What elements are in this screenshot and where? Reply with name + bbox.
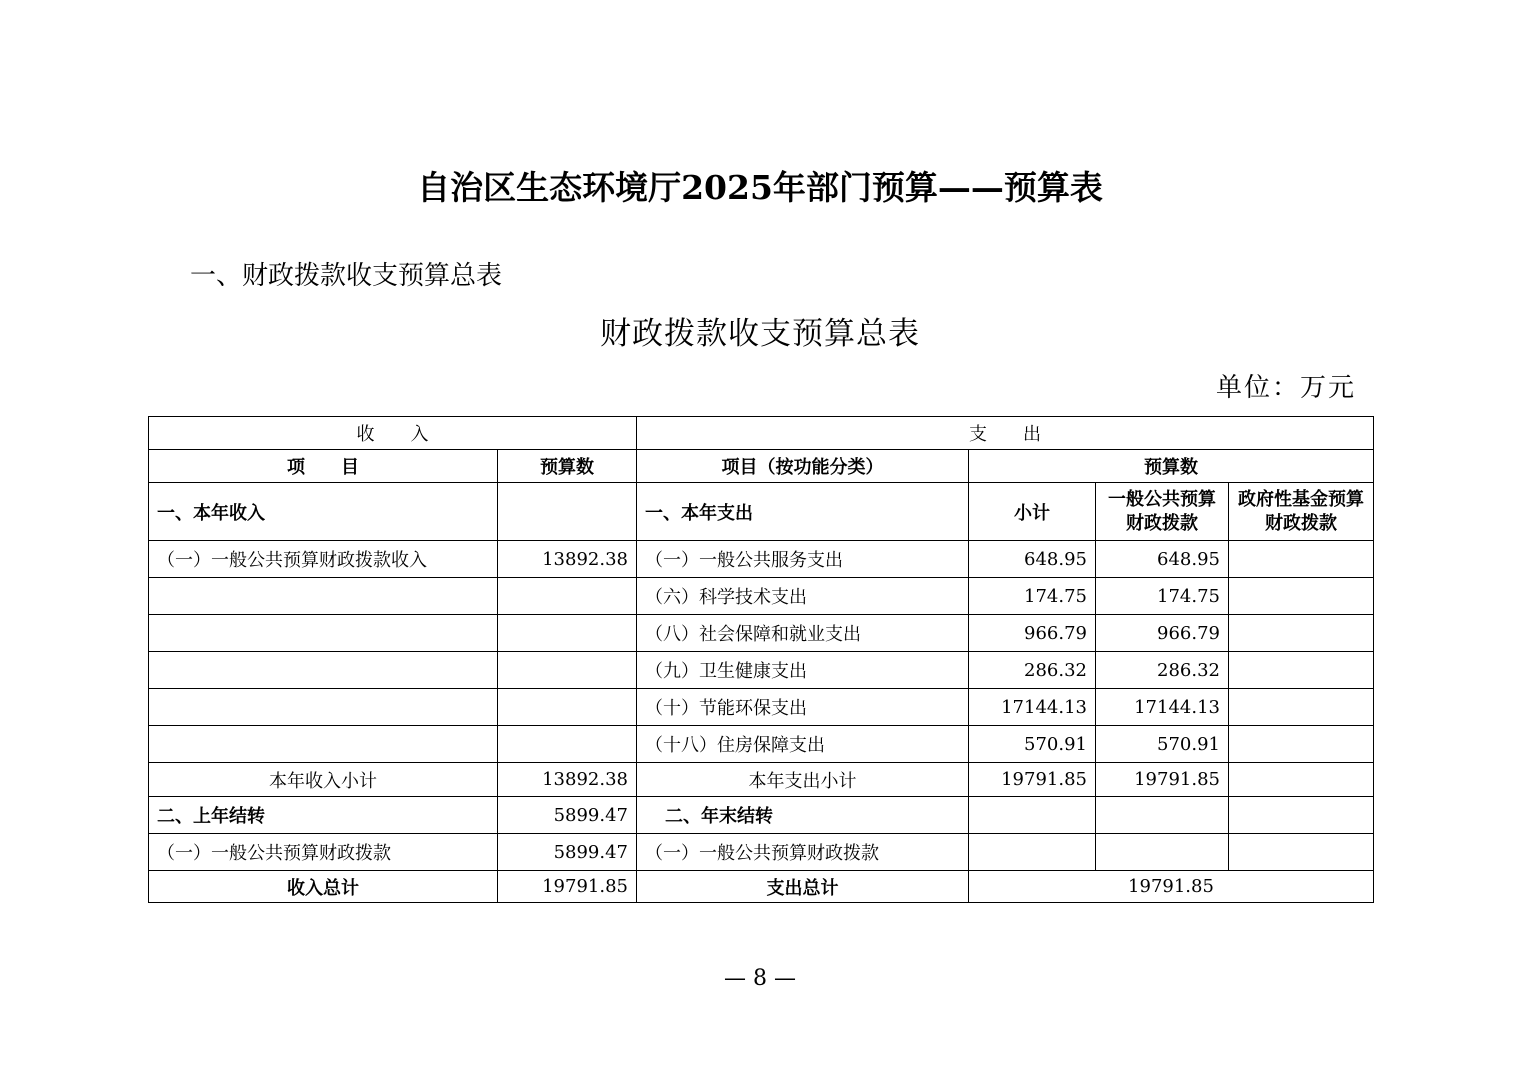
subtotal-cell: 174.75 bbox=[969, 578, 1096, 615]
income-item-cell bbox=[149, 689, 498, 726]
income-item-cell: （一）一般公共预算财政拨款收入 bbox=[149, 541, 498, 578]
header-gov-fund-budget: 政府性基金预算财政拨款 bbox=[1229, 483, 1374, 541]
gov-fund-cell bbox=[1229, 615, 1374, 652]
income-subtotal-label: 本年收入小计 bbox=[149, 763, 498, 797]
header-income: 收 入 bbox=[149, 417, 637, 450]
income-total-label: 收入总计 bbox=[149, 871, 498, 903]
income-item-cell: （一）一般公共预算财政拨款 bbox=[149, 834, 498, 871]
document-title: 自治区生态环境厅2025年部门预算——预算表 bbox=[417, 168, 1103, 207]
subtotal-cell: 648.95 bbox=[969, 541, 1096, 578]
table-row bbox=[149, 615, 1374, 652]
section-heading: 一、财政拨款收支预算总表 bbox=[190, 261, 503, 291]
table-row bbox=[149, 483, 1374, 541]
general-budget-cell: 648.95 bbox=[1096, 541, 1229, 578]
general-budget-cell bbox=[1096, 797, 1229, 834]
table-row bbox=[149, 834, 1374, 871]
general-budget-cell: 17144.13 bbox=[1096, 689, 1229, 726]
subtotal-cell bbox=[969, 834, 1096, 871]
income-item-cell bbox=[149, 578, 498, 615]
income-total-value: 19791.85 bbox=[498, 871, 637, 903]
subtotal-cell: 19791.85 bbox=[969, 763, 1096, 797]
expense-total-label: 支出总计 bbox=[637, 871, 969, 903]
expense-item-cell: （八）社会保障和就业支出 bbox=[637, 615, 969, 652]
table-header-row-2 bbox=[149, 450, 1374, 483]
table-row bbox=[149, 578, 1374, 615]
income-value-cell bbox=[498, 615, 637, 652]
table-header-row-1 bbox=[149, 417, 1374, 450]
table-row-subtotal bbox=[149, 763, 1374, 797]
table-row bbox=[149, 652, 1374, 689]
gov-fund-cell bbox=[1229, 689, 1374, 726]
expense-item-cell: （一）一般公共服务支出 bbox=[637, 541, 969, 578]
income-item-cell: 二、上年结转 bbox=[149, 797, 498, 834]
header-expense: 支 出 bbox=[637, 417, 1374, 450]
subtotal-cell: 17144.13 bbox=[969, 689, 1096, 726]
header-subtotal: 小计 bbox=[969, 483, 1096, 541]
table-title: 财政拨款收支预算总表 bbox=[600, 316, 920, 352]
subtotal-cell: 966.79 bbox=[969, 615, 1096, 652]
expense-item-cell: 二、年末结转 bbox=[637, 797, 969, 834]
expense-item-cell: （九）卫生健康支出 bbox=[637, 652, 969, 689]
subtotal-cell: 570.91 bbox=[969, 726, 1096, 763]
gov-fund-cell bbox=[1229, 834, 1374, 871]
expense-item-cell: （一）一般公共预算财政拨款 bbox=[637, 834, 969, 871]
income-value-cell: 13892.38 bbox=[498, 541, 637, 578]
income-subtotal-value: 13892.38 bbox=[498, 763, 637, 797]
table-row bbox=[149, 541, 1374, 578]
gov-fund-cell bbox=[1229, 578, 1374, 615]
expense-total-value: 19791.85 bbox=[969, 871, 1374, 903]
budget-table bbox=[148, 416, 1374, 903]
header-income-item: 项 目 bbox=[149, 450, 498, 483]
gov-fund-cell bbox=[1229, 726, 1374, 763]
expense-item-cell: 一、本年支出 bbox=[637, 483, 969, 541]
income-value-cell bbox=[498, 578, 637, 615]
general-budget-cell: 174.75 bbox=[1096, 578, 1229, 615]
gov-fund-cell bbox=[1229, 763, 1374, 797]
income-item-cell bbox=[149, 726, 498, 763]
general-budget-cell: 570.91 bbox=[1096, 726, 1229, 763]
income-item-cell bbox=[149, 615, 498, 652]
general-budget-cell: 286.32 bbox=[1096, 652, 1229, 689]
subtotal-cell bbox=[969, 797, 1096, 834]
gov-fund-cell bbox=[1229, 797, 1374, 834]
table-row bbox=[149, 726, 1374, 763]
subtotal-cell: 286.32 bbox=[969, 652, 1096, 689]
unit-label: 单位：万元 bbox=[1215, 373, 1356, 403]
table-row-total bbox=[149, 871, 1374, 903]
income-item-cell: 一、本年收入 bbox=[149, 483, 498, 541]
table-row bbox=[149, 689, 1374, 726]
general-budget-cell bbox=[1096, 834, 1229, 871]
income-value-cell bbox=[498, 652, 637, 689]
table-row bbox=[149, 797, 1374, 834]
income-value-cell: 5899.47 bbox=[498, 797, 637, 834]
header-general-budget: 一般公共预算财政拨款 bbox=[1096, 483, 1229, 541]
header-expense-item: 项目（按功能分类） bbox=[637, 450, 969, 483]
header-expense-budget: 预算数 bbox=[969, 450, 1374, 483]
header-income-budget: 预算数 bbox=[498, 450, 637, 483]
general-budget-cell: 966.79 bbox=[1096, 615, 1229, 652]
general-budget-cell: 19791.85 bbox=[1096, 763, 1229, 797]
income-value-cell bbox=[498, 726, 637, 763]
gov-fund-cell bbox=[1229, 541, 1374, 578]
expense-subtotal-label: 本年支出小计 bbox=[637, 763, 969, 797]
expense-item-cell: （六）科学技术支出 bbox=[637, 578, 969, 615]
gov-fund-cell bbox=[1229, 652, 1374, 689]
page-number: — 8 — bbox=[724, 966, 796, 991]
expense-item-cell: （十八）住房保障支出 bbox=[637, 726, 969, 763]
expense-item-cell: （十）节能环保支出 bbox=[637, 689, 969, 726]
income-value-cell bbox=[498, 483, 637, 541]
income-value-cell bbox=[498, 689, 637, 726]
income-item-cell bbox=[149, 652, 498, 689]
income-value-cell: 5899.47 bbox=[498, 834, 637, 871]
